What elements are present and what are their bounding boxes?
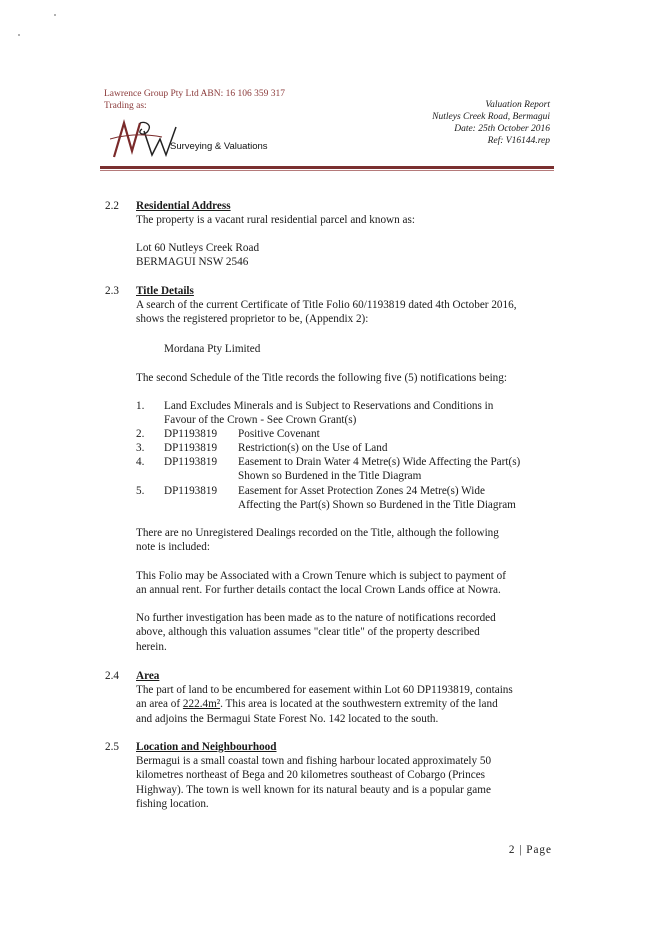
text-line: A search of the current Certificate of Title Folio 60/1193819 dated 4th October 2016, [136,299,517,311]
text-line: The part of land to be encumbered for easement within Lot 60 DP1193819, contains [136,684,513,696]
text-line: an annual rent. For further details contact the local Crown Lands office at Nowra. [136,584,501,597]
company-logo [110,117,285,161]
section-number: 2.4 [105,670,119,682]
list-text: Favour of the Crown - See Crown Grant(s) [164,414,357,426]
text-line: The property is a vacant rural residential parcel and known as: [136,214,415,226]
list-text: Affecting the Part(s) Shown so Burdened in the Title Diagram [238,499,516,511]
text-line: Highway). The town is well known for its natural beauty and is a popular game [136,783,491,796]
logo-text: Surveying & Valuations [170,141,268,152]
list-dp: DP1193819 [164,456,218,468]
section-text [136,683,556,726]
text-line: herein. [136,640,167,653]
property-address [136,241,556,270]
text-line: kilometres northeast of Bega and 20 kilometres southeast of Cobargo (Princes [136,769,486,782]
text-line: shows the registered proprietor to be, (Appendix 2): [136,313,369,326]
header-rule [100,166,554,169]
scan-speck [54,14,56,16]
report-meta [432,99,550,147]
list-text: Land Excludes Minerals and is Subject to Reservations and Conditions in [164,400,494,412]
section-text [136,526,556,555]
section-number: 2.5 [105,741,119,753]
section-text [136,611,556,654]
text-line: Bermagui is a small coastal town and fishing harbour located approximately 50 [136,755,492,767]
text-fragment: . This area is located at the southwestern extremity of the land [220,698,498,711]
section-text [136,754,556,811]
text-line: The second Schedule of the Title records the following five (5) notifications being: [136,372,507,384]
text-line: No further investigation has been made as to the nature of notifications recorded [136,612,496,624]
list-text: Shown so Burdened in the Title Diagram [238,470,422,482]
section-text [136,298,556,327]
report-title: Valuation Report [485,100,550,110]
list-number: 2. [136,428,145,440]
text-line: and adjoins the Bermagui State Forest No. 142 located to the south. [136,712,439,725]
report-date: Date: 25th October 2016 [454,124,550,134]
list-text: Easement for Asset Protection Zones 24 Metre(s) Wide [238,485,485,497]
list-text: Restriction(s) on the Use of Land [238,442,388,454]
proprietor-name [164,342,584,356]
section-heading: Residential Address [136,200,231,212]
report-ref: Ref: V16144.rep [487,136,550,146]
list-dp: DP1193819 [164,442,218,454]
list-text: Easement to Drain Water 4 Metre(s) Wide Affecting the Part(s) [238,456,521,468]
section-heading: Area [136,670,160,682]
company-header [104,88,285,112]
list-text: Positive Covenant [238,428,320,440]
text-line: above, although this valuation assumes "clear title" of the property described [136,626,480,639]
section-text [136,213,556,227]
area-value: 222.4m² [182,698,221,711]
list-number: 3. [136,442,145,454]
list-number: 5. [136,485,145,497]
header-rule-thin [100,170,554,171]
list-number: 1. [136,400,145,412]
trading-as: Trading as: [104,101,147,111]
report-address: Nutleys Creek Road, Bermagui [432,112,550,122]
company-line: Lawrence Group Pty Ltd ABN: 16 106 359 317 [104,89,286,99]
text-line: Mordana Pty Limited [164,343,261,355]
section-text [136,371,556,385]
text-line: fishing location. [136,797,209,810]
page-number: 2 | Page [508,844,552,856]
section-number: 2.2 [105,200,119,212]
text-line: This Folio may be Associated with a Crown Tenure which is subject to payment of [136,570,506,582]
section-heading: Location and Neighbourhood [136,741,277,753]
text-fragment: an area of [136,698,183,711]
scan-speck [18,34,20,36]
text-line [136,697,556,711]
section-number: 2.3 [105,285,119,297]
list-dp: DP1193819 [164,428,218,440]
section-heading: Title Details [136,285,194,297]
text-line: There are no Unregistered Dealings recorded on the Title, although the following [136,527,499,539]
address-line: BERMAGUI NSW 2546 [136,256,249,269]
list-dp: DP1193819 [164,485,218,497]
list-number: 4. [136,456,145,468]
nrw-logo-icon [110,117,180,161]
address-line: Lot 60 Nutleys Creek Road [136,242,260,254]
text-line: note is included: [136,541,210,554]
section-text [136,569,556,598]
